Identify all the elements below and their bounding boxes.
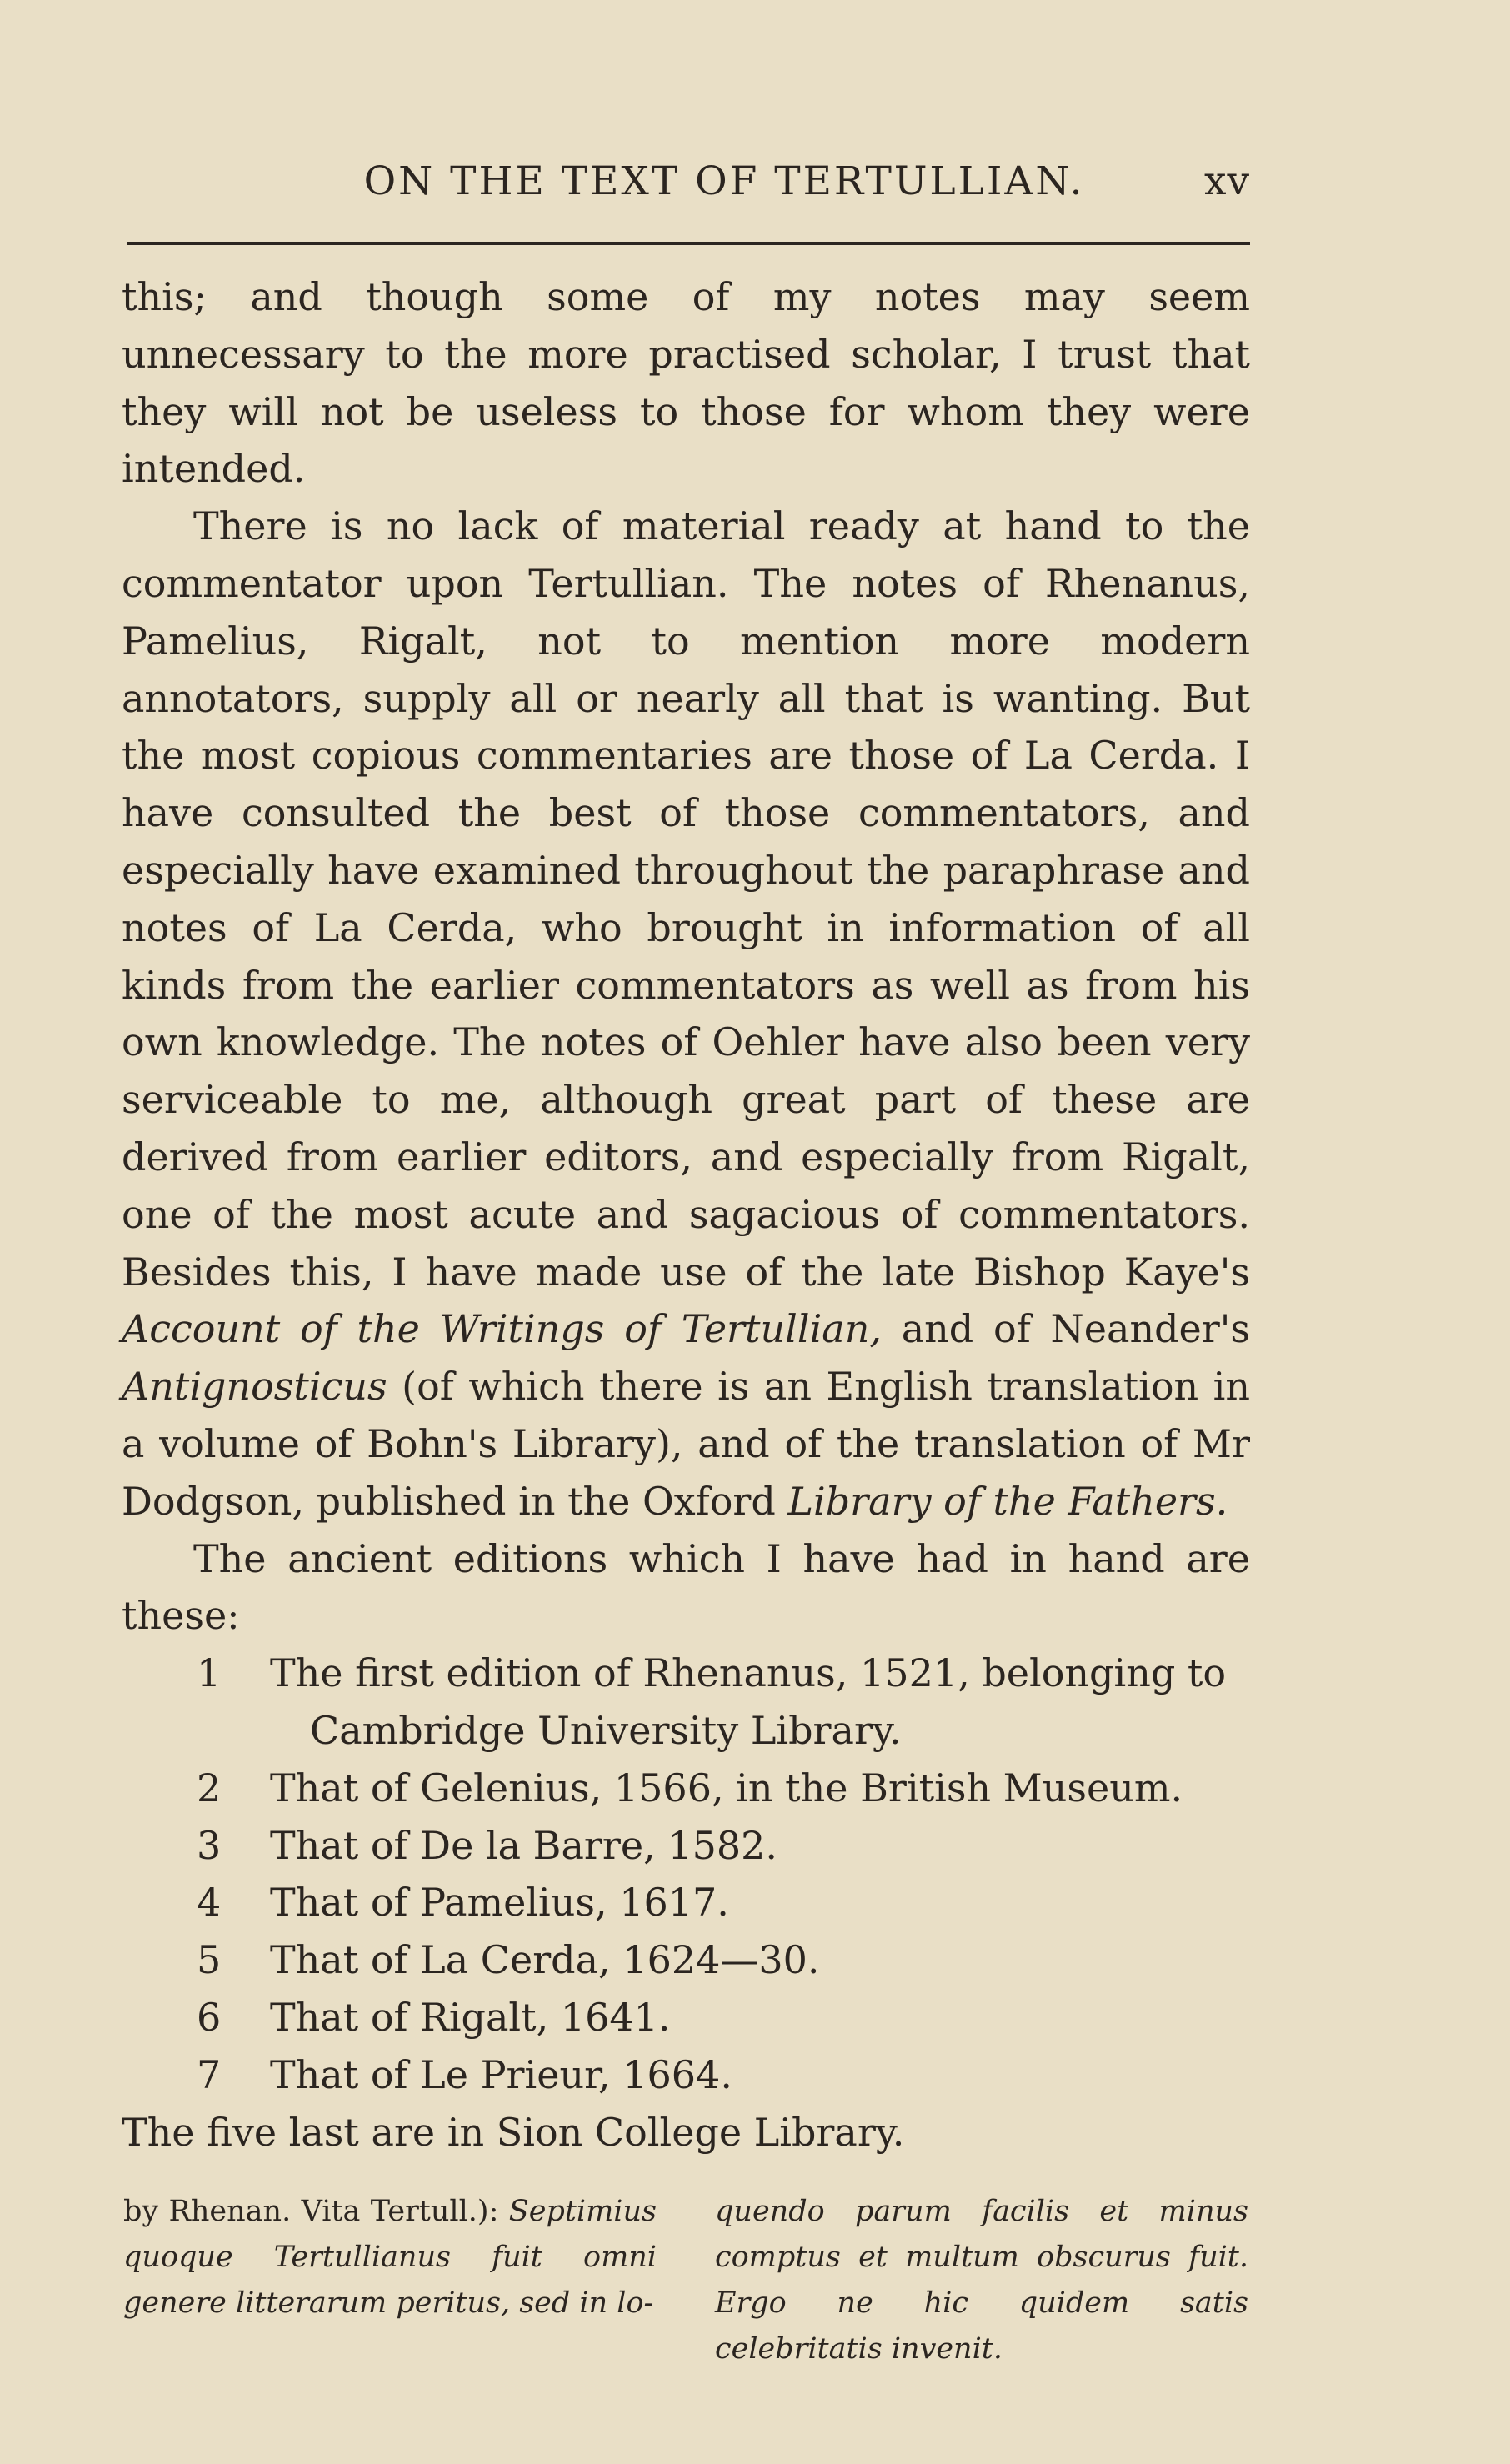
paragraph-4: The five last are in Sion College Library.: [122, 2109, 905, 2155]
list-item-text: That of Le Prieur, 1664.: [270, 2051, 732, 2097]
list-item-text: That of Pamelius, 1617.: [270, 1880, 729, 1926]
list-item-continuation: Cambridge University Library.: [310, 1707, 902, 1753]
list-item-number: 4: [197, 1880, 222, 1926]
footnote-quote-right: quendo parum facilis et minus comptus et multum obscurus fuit. Ergo ne hic quidem satis celebritatis invenit.: [715, 2195, 1248, 2366]
list-item-number: 7: [197, 2051, 222, 2097]
list-item: [122, 1645, 1250, 1760]
list-item-number: 3: [197, 1822, 222, 1868]
list-item: [122, 1874, 1250, 1931]
list-item: [122, 1931, 1250, 1989]
list-item-text: That of De la Barre, 1582.: [270, 1822, 778, 1868]
header-rule: [127, 242, 1250, 245]
book-title-kaye: Account of the Writings of Tertullian,: [122, 1306, 882, 1352]
main-text: [122, 268, 1250, 2161]
paragraph-2-text-b: and of Neander's: [901, 1306, 1250, 1352]
list-item-text: That of Rigalt, 1641.: [270, 1994, 671, 2040]
running-head: [123, 158, 1250, 213]
paragraph-1: this; and though some of my notes may seem unnecessary to the more practised scholar, I trust that they will not be useless to those for whom they were intended.: [122, 274, 1250, 492]
page-number: xv: [1203, 158, 1250, 204]
editions-list: [122, 1645, 1250, 2103]
list-item-text: That of Gelenius, 1566, in the British Museum.: [270, 1765, 1183, 1810]
list-item-text: That of La Cerda, 1624—30.: [270, 1937, 820, 1983]
paragraph-2-text-a: There is no lack of material ready at hand to the commentator upon Tertullian. The notes of Rhenanus, Pamelius, Rigalt, not to mention more modern annotators, supply all or nearly all that is wanting. But the most copious commentaries are those of La Cerda. I have consulted the best of those commentators, and especially have examined throughout the paraphrase and notes of La Cerda, who brought in information of all kinds from the earlier commentators as well as from his own knowledge. The notes of Oehler have also been very serviceable to me, although great part of these are derived from earlier editors, and especially from Rigalt, one of the most acute and sagacious of commentators. Besides this, I have made use of the late Bishop Kaye's: [122, 503, 1250, 1295]
list-item-number: 5: [197, 1937, 222, 1983]
footnote-citation: by Rhenan. Vita Tertull.):: [123, 2195, 499, 2228]
list-item-number: 2: [197, 1765, 222, 1810]
running-head-title: ON THE TEXT OF TERTULLIAN.: [363, 158, 1085, 204]
list-item-number: 1: [197, 1650, 222, 1696]
paragraph-2: [122, 498, 1250, 1530]
list-item-number: 6: [197, 1994, 222, 2040]
paragraph-2-text-c: (of which there is an English translation in a volume of Bohn's Library), and of the translation of Mr Dodgson, published in the Oxford: [122, 1364, 1251, 1524]
footnote-left-column: [123, 2189, 657, 2326]
book-title-antignosticus: Antignosticus: [122, 1364, 388, 1410]
list-item: [122, 1817, 1250, 1875]
list-item-text: The first edition of Rhenanus, 1521, belonging to: [270, 1650, 1227, 1696]
list-item: [122, 1989, 1250, 2046]
footnote-right-column: [715, 2189, 1248, 2372]
footnote-quote-left: Septimius quoque Tertullianus fuit omni genere litterarum peritus, sed in lo-: [123, 2195, 657, 2320]
list-item: [122, 2046, 1250, 2104]
book-title-library-fathers: Library of the Fathers.: [788, 1478, 1228, 1524]
paragraph-3: The ancient editions which I have had in hand are these:: [122, 1535, 1250, 1639]
list-item: [122, 1760, 1250, 1817]
